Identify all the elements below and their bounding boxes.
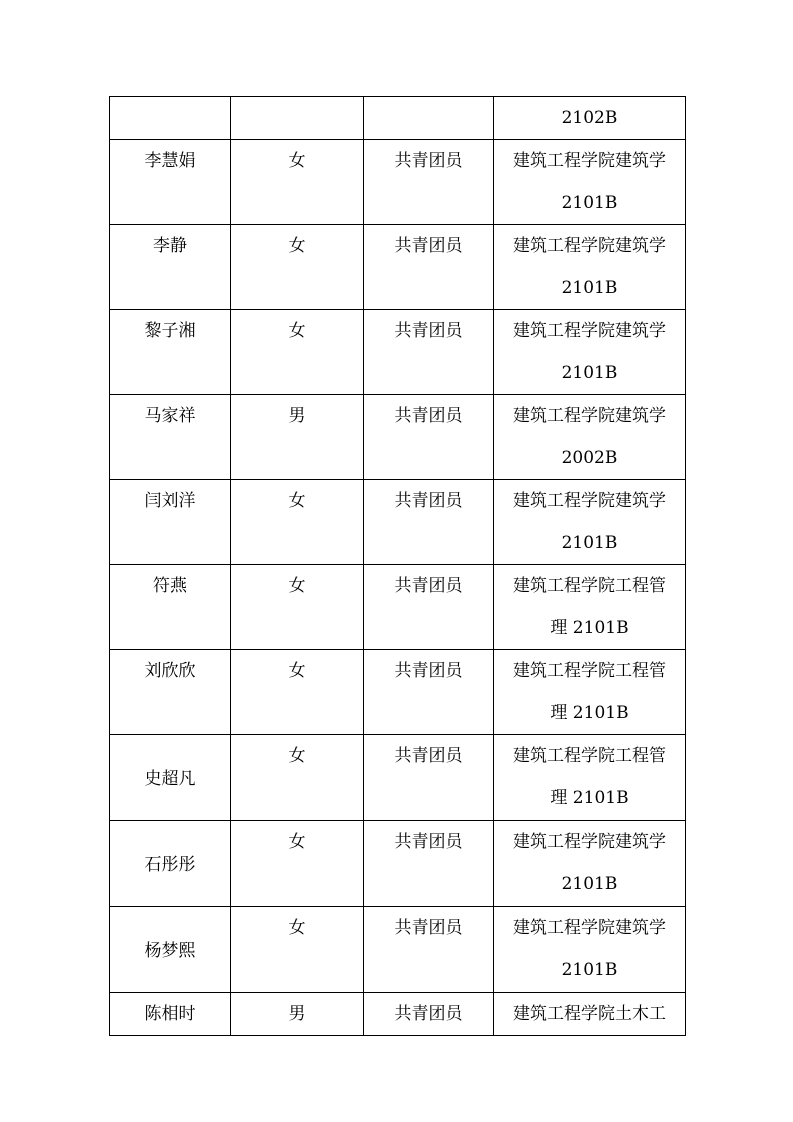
department-line: 2101B [561, 533, 618, 553]
department-line: 建筑工程学院土木工 [513, 1004, 666, 1024]
political-status-cell: 共青团员 [364, 310, 494, 395]
name-cell: 李慧娟 [110, 140, 231, 225]
table-row [110, 565, 686, 650]
name-cell: 黎子湘 [110, 310, 231, 395]
name-cell: 史超凡 [110, 735, 231, 821]
name-cell: 陈相时 [110, 993, 231, 1036]
department-line: 2101B [561, 960, 618, 980]
table-row [110, 140, 686, 225]
gender-cell [231, 97, 364, 140]
member-table [109, 96, 686, 1036]
political-status-cell: 共青团员 [364, 650, 494, 735]
department-line: 2102B [561, 108, 618, 128]
name-cell: 马家祥 [110, 395, 231, 480]
department-cell [494, 140, 686, 225]
gender-cell: 女 [231, 310, 364, 395]
table-row [110, 480, 686, 565]
department-cell [494, 480, 686, 565]
name-cell: 闫刘洋 [110, 480, 231, 565]
department-cell [494, 993, 686, 1036]
name-cell: 石彤彤 [110, 821, 231, 907]
gender-cell: 女 [231, 821, 364, 907]
gender-cell: 女 [231, 140, 364, 225]
name-cell: 李静 [110, 225, 231, 310]
political-status-cell: 共青团员 [364, 225, 494, 310]
department-cell [494, 395, 686, 480]
table-row [110, 821, 686, 907]
department-line: 2101B [561, 193, 618, 213]
gender-cell: 女 [231, 907, 364, 993]
department-line: 理 2101B [550, 703, 629, 723]
political-status-cell: 共青团员 [364, 480, 494, 565]
department-cell [494, 735, 686, 821]
department-cell [494, 97, 686, 140]
department-line: 建筑工程学院建筑学 [513, 236, 666, 256]
department-line: 建筑工程学院建筑学 [513, 832, 666, 852]
department-line: 2002B [561, 448, 618, 468]
name-cell: 杨梦熙 [110, 907, 231, 993]
department-cell [494, 565, 686, 650]
department-cell [494, 821, 686, 907]
gender-cell: 男 [231, 395, 364, 480]
department-line: 理 2101B [550, 618, 629, 638]
department-line: 建筑工程学院工程管 [513, 576, 666, 596]
name-cell: 刘欣欣 [110, 650, 231, 735]
department-line: 建筑工程学院建筑学 [513, 491, 666, 511]
department-line: 建筑工程学院建筑学 [513, 321, 666, 341]
department-line: 2101B [561, 363, 618, 383]
department-cell [494, 225, 686, 310]
table-row [110, 735, 686, 821]
name-cell [110, 97, 231, 140]
gender-cell: 女 [231, 225, 364, 310]
department-cell [494, 907, 686, 993]
table-row [110, 97, 686, 140]
table-row [110, 310, 686, 395]
political-status-cell: 共青团员 [364, 993, 494, 1036]
table-row [110, 993, 686, 1036]
department-line: 2101B [561, 278, 618, 298]
gender-cell: 女 [231, 565, 364, 650]
table-row [110, 225, 686, 310]
department-line: 建筑工程学院建筑学 [513, 151, 666, 171]
gender-cell: 女 [231, 480, 364, 565]
table-row [110, 395, 686, 480]
table-row [110, 907, 686, 993]
department-line: 建筑工程学院建筑学 [513, 918, 666, 938]
department-line: 建筑工程学院工程管 [513, 746, 666, 766]
department-cell [494, 310, 686, 395]
department-line: 理 2101B [550, 788, 629, 808]
political-status-cell: 共青团员 [364, 140, 494, 225]
political-status-cell: 共青团员 [364, 395, 494, 480]
name-cell: 符燕 [110, 565, 231, 650]
member-table-body [110, 97, 686, 1036]
political-status-cell: 共青团员 [364, 565, 494, 650]
department-line: 建筑工程学院建筑学 [513, 406, 666, 426]
political-status-cell [364, 97, 494, 140]
department-cell [494, 650, 686, 735]
political-status-cell: 共青团员 [364, 907, 494, 993]
department-line: 建筑工程学院工程管 [513, 661, 666, 681]
political-status-cell: 共青团员 [364, 821, 494, 907]
political-status-cell: 共青团员 [364, 735, 494, 821]
gender-cell: 男 [231, 993, 364, 1036]
gender-cell: 女 [231, 650, 364, 735]
gender-cell: 女 [231, 735, 364, 821]
department-line: 2101B [561, 874, 618, 894]
table-row [110, 650, 686, 735]
